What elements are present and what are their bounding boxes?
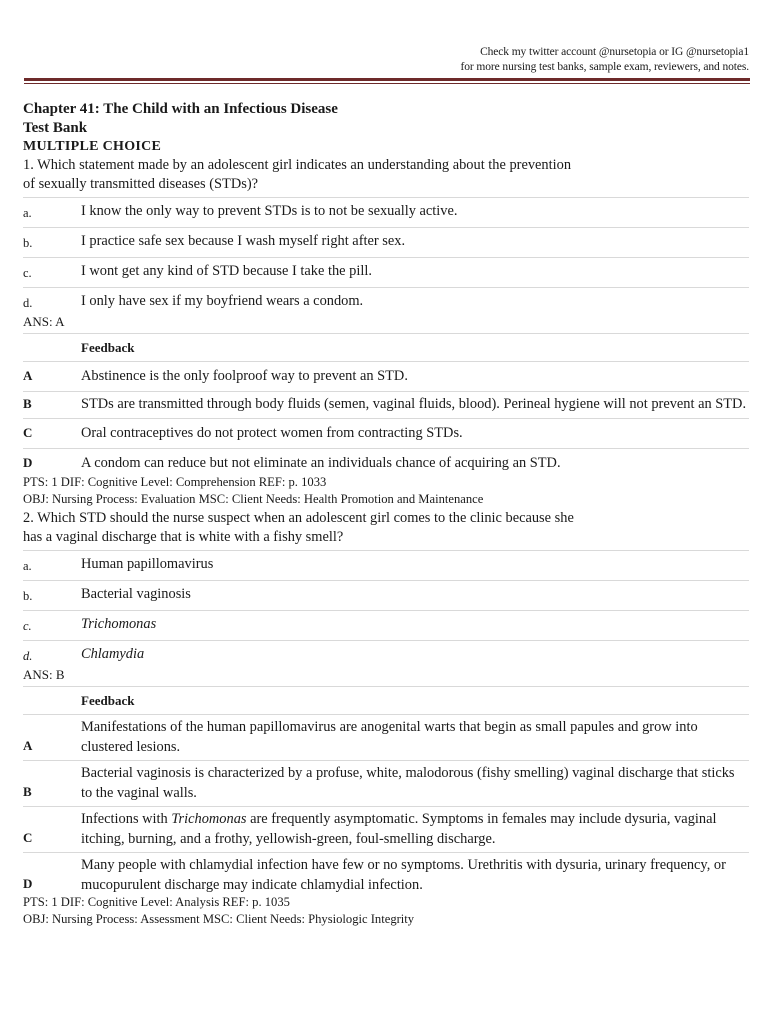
question-metadata-pts: PTS: 1 DIF: Cognitive Level: Comprehension REF: p. 1033 <box>23 475 327 489</box>
feedback-heading: Feedback <box>23 686 749 714</box>
option-key: b. <box>23 589 33 603</box>
option-row <box>23 550 749 580</box>
feedback-text: Abstinence is the only foolproof way to prevent an STD. <box>81 368 408 384</box>
feedback-row <box>23 806 749 852</box>
feedback-key: D <box>23 876 33 891</box>
feedback-key: A <box>23 368 33 383</box>
option-text: Human papillomavirus <box>81 556 214 572</box>
option-key: c. <box>23 266 32 280</box>
feedback-row <box>23 361 749 391</box>
option-row <box>23 580 749 610</box>
chapter-title: Chapter 41: The Child with an Infectious Disease <box>23 101 338 117</box>
document-body <box>23 99 749 928</box>
answer-key: ANS: B <box>23 667 65 682</box>
feedback-text: Bacterial vaginosis is characterized by a profuse, white, malodorous (fishy smelling) vaginal discharge that sticks to the vaginal walls. <box>81 765 735 801</box>
option-key: a. <box>23 206 32 220</box>
question-stem-line: of sexually transmitted diseases (STDs)? <box>23 176 258 192</box>
answer-key: ANS: A <box>23 314 65 329</box>
question-metadata-obj: OBJ: Nursing Process: Evaluation MSC: Client Needs: Health Promotion and Maintenance <box>23 492 484 506</box>
feedback-row <box>23 418 749 448</box>
option-key: a. <box>23 559 32 573</box>
option-text: I practice safe sex because I wash myself right after sex. <box>81 233 406 249</box>
option-text: I wont get any kind of STD because I take the pill. <box>81 263 372 279</box>
question-2 <box>23 508 749 928</box>
option-text: Trichomonas <box>81 616 157 632</box>
feedback-row <box>23 714 749 760</box>
feedback-row <box>23 760 749 806</box>
feedback-key: D <box>23 455 33 470</box>
promo-line-2: for more nursing test banks, sample exam, reviewers, and notes. <box>460 61 749 73</box>
feedback-row <box>23 852 749 898</box>
feedback-text: Many people with chlamydial infection have few or no symptoms. Urethritis with dysuria, urinary frequency, or mucopurulent discharge may indicate chlamydial infection. <box>81 857 726 893</box>
option-row <box>23 197 749 227</box>
feedback-text <box>81 809 749 849</box>
option-row <box>23 257 749 287</box>
document-subtitle: Test Bank <box>23 120 88 136</box>
option-row <box>23 287 749 317</box>
feedback-heading: Feedback <box>23 333 749 361</box>
question-stem-line: 1. Which statement made by an adolescent girl indicates an understanding about the prevention <box>23 157 572 173</box>
header-rule-thick <box>24 78 750 81</box>
feedback-key: B <box>23 784 32 799</box>
question-stem <box>23 508 749 550</box>
feedback-key: C <box>23 425 33 440</box>
option-key: d. <box>23 649 33 663</box>
header-rule-thin <box>24 83 750 84</box>
question-stem-line: 2. Which STD should the nurse suspect when an adolescent girl comes to the clinic because she <box>23 510 574 526</box>
feedback-text-emphasis: Trichomonas <box>171 811 247 827</box>
question-metadata-obj: OBJ: Nursing Process: Assessment MSC: Client Needs: Physiologic Integrity <box>23 912 415 926</box>
option-text: Bacterial vaginosis <box>81 586 191 602</box>
feedback-text: Oral contraceptives do not protect women from contracting STDs. <box>81 425 463 441</box>
question-1 <box>23 155 749 508</box>
promo-line-1: Check my twitter account @nursetopia or IG @nursetopia1 <box>480 46 749 58</box>
option-text: I only have sex if my boyfriend wears a condom. <box>81 293 364 309</box>
feedback-row <box>23 391 749 418</box>
feedback-text-part: Infections with <box>81 811 172 827</box>
option-text: Chlamydia <box>81 646 145 662</box>
option-text: I know the only way to prevent STDs is to not be sexually active. <box>81 203 458 219</box>
promo-header <box>461 45 749 75</box>
question-metadata-pts: PTS: 1 DIF: Cognitive Level: Analysis REF: p. 1035 <box>23 895 290 909</box>
feedback-key: C <box>23 830 33 845</box>
feedback-text: STDs are transmitted through body fluids (semen, vaginal fluids, blood). Perineal hygiene will not prevent an STD. <box>81 396 747 412</box>
section-heading: MULTIPLE CHOICE <box>23 139 162 154</box>
question-stem-line: has a vaginal discharge that is white with a fishy smell? <box>23 529 344 545</box>
feedback-text-part: are frequently asymptomatic. Symptoms in females may include dysuria, vaginal itching, burning, and a frothy, yellowish-green, foul-smelling discharge. <box>81 811 717 847</box>
option-row <box>23 640 749 670</box>
option-key: c. <box>23 619 32 633</box>
option-key: d. <box>23 296 33 310</box>
feedback-text: Manifestations of the human papillomavirus are anogenital warts that begin as small papules and grow into clustered lesions. <box>81 719 698 755</box>
option-key: b. <box>23 236 33 250</box>
feedback-key: B <box>23 396 32 411</box>
option-row <box>23 227 749 257</box>
feedback-text: A condom can reduce but not eliminate an individuals chance of acquiring an STD. <box>81 455 561 471</box>
question-stem <box>23 155 749 197</box>
feedback-key: A <box>23 738 33 753</box>
option-row <box>23 610 749 640</box>
